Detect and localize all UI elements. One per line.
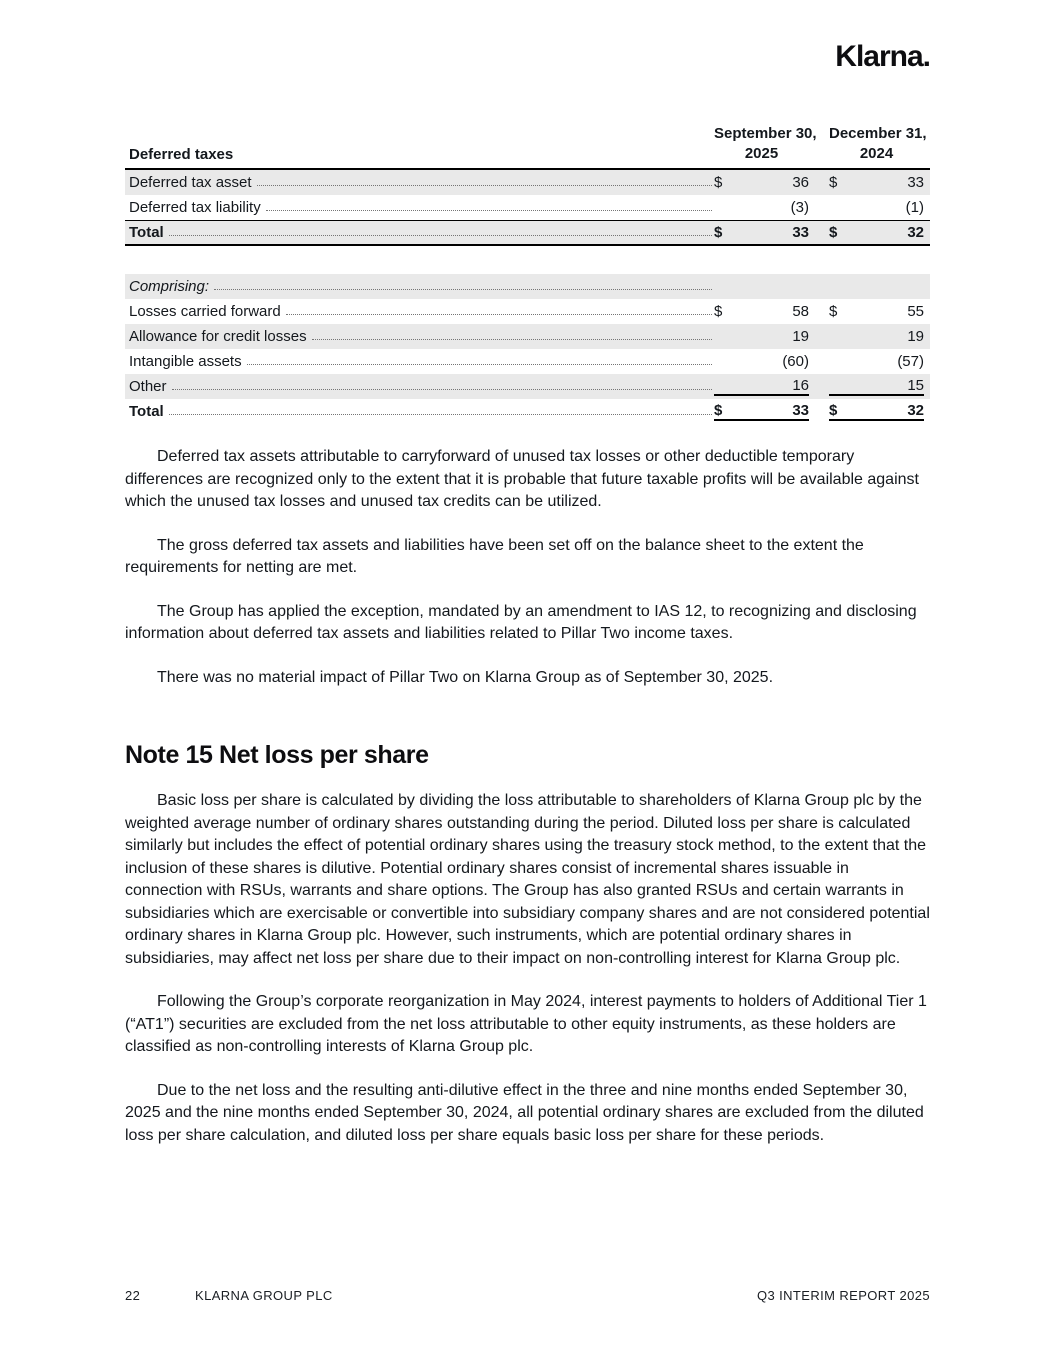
dotted-leader [169,235,712,236]
paragraph: Following the Group’s corporate reorganization in May 2024, interest payments to holders of Additional Tier 1 (“AT1”) securities are excluded from the net loss attributable to other equity instruments, as these holders are classified as non-controlling interests of Klarna Group plc. [125,993,927,1055]
paragraph: Deferred tax assets attributable to carryforward of unused tax losses or other deductible temporary differences are recognized only to the extent that it is probable that future taxable profits will be available against which the unused tax losses and unused tax credits can be utilized. [125,448,919,510]
column-gap [809,377,829,396]
value-cell [829,352,924,371]
row-label-cell [129,328,714,345]
value: (1) [905,199,924,216]
value-cell [714,302,809,321]
table-row [125,220,930,246]
column-header [714,124,817,163]
value-cell [829,224,924,241]
table-row [125,195,930,220]
value: 32 [907,402,924,419]
table-header-row [125,124,930,170]
dotted-leader [266,210,712,211]
column-gap [809,302,829,321]
column-gap [809,352,829,371]
dotted-leader [286,314,712,315]
currency-symbol: $ [829,174,838,191]
row-label-cell [129,378,714,395]
column-gap [809,402,829,421]
dotted-leader [257,185,712,186]
note-15-paragraphs [125,790,930,1147]
row-label: Other [129,378,167,395]
currency-symbol: $ [829,303,838,320]
table-row [125,274,930,299]
value-cell [714,327,809,346]
value: 19 [792,328,809,345]
value: (60) [782,353,809,370]
table-row [125,399,930,424]
currency-symbol: $ [714,224,723,241]
value: 19 [907,328,924,345]
dotted-leader [247,364,712,365]
paragraph: There was no material impact of Pillar Two on Klarna Group as of September 30, 2025. [157,668,774,686]
value-cell [714,402,809,421]
column-gap [809,224,829,241]
row-label-cell [129,199,714,216]
row-label: Intangible assets [129,353,242,370]
footer-company-name: KLARNA GROUP PLC [195,1288,333,1303]
column-header-line: 2024 [859,144,894,162]
value-cell [829,198,924,217]
klarna-logo: Klarna. [835,40,930,73]
row-label-cell [129,278,714,295]
dotted-leader [312,339,712,340]
value-cell [829,327,924,346]
row-label-cell [129,174,714,191]
column-gap [809,277,829,296]
value: 33 [792,402,809,419]
value-cell [714,173,809,192]
value-cell [829,302,924,321]
page-number: 22 [125,1288,141,1303]
column-header-line: 2025 [744,144,779,162]
column-header-line: December 31, [829,125,927,142]
table-row [125,299,930,324]
row-label: Deferred tax asset [129,174,252,191]
table-row [125,374,930,399]
row-label-cell [129,224,714,241]
column-gap [809,198,829,217]
currency-symbol: $ [714,402,723,419]
note-15-heading: Note 15 Net loss per share [125,741,429,769]
currency-symbol: $ [714,303,723,320]
value-cell [829,277,924,296]
table-row [125,324,930,349]
paragraph: Due to the net loss and the resulting anti-dilutive effect in the three and nine months ended September 30, 2025 and the nine months ended September 30, 2024, all potential ordinary shares are excluded from the diluted loss per share calculation, and diluted loss per share equals basic loss per share for these periods. [125,1081,924,1144]
value-cell [714,224,809,241]
column-gap [809,173,829,192]
row-label: Allowance for credit losses [129,328,307,345]
paragraph: The gross deferred tax assets and liabilities have been set off on the balance sheet to the extent the requirements for netting are met. [125,536,864,576]
page-header [0,0,1055,74]
row-label: Losses carried forward [129,303,281,320]
value: 33 [907,174,924,191]
currency-symbol: $ [714,174,723,191]
deferred-taxes-paragraphs [125,446,930,689]
main-content [0,124,1055,1147]
deferred-taxes-table [125,124,930,246]
dotted-leader [214,289,712,290]
value: 15 [907,377,924,394]
dotted-leader [172,389,712,390]
value-cell [714,198,809,217]
value: 36 [792,174,809,191]
row-label: Comprising: [129,278,210,295]
row-label-cell [129,403,714,420]
value: 55 [907,303,924,320]
value-cell [829,402,924,421]
value-cell [714,277,809,296]
value-cell [829,173,924,192]
dotted-leader [169,414,712,415]
value-cell [714,352,809,371]
paragraph: The Group has applied the exception, mandated by an amendment to IAS 12, to recognizing and disclosing information about deferred tax assets and liabilities related to Pillar Two income taxes. [125,602,917,642]
currency-symbol: $ [829,224,838,241]
value-cell [829,377,924,396]
table-row [125,170,930,195]
row-label: Total [129,403,164,420]
row-label: Deferred tax liability [129,199,261,216]
paragraph: Basic loss per share is calculated by dividing the loss attributable to shareholders of Klarna Group plc by the weighted average number of ordinary shares outstanding during the period. Diluted loss per share is calculated similarly but includes the effect of potential ordinary shares using the treasury stock method, to the extent that the inclusion of these shares is dilutive. Potential ordinary shares consist of incremental shares issuable in connection with RSUs, warrants and share options. The Group has also granted RSUs and certain warrants in subsidiaries which are exercisable or convertible into subsidiary company shares and are not considered potential ordinary shares in Klarna Group plc. However, such instruments, which are potential ordinary shares in subsidiaries, may affect net loss per share due to their impact on non-controlling interest for Klarna Group plc. [125,792,930,967]
row-label: Total [129,224,164,241]
value: 33 [792,224,809,241]
value: (3) [790,199,809,216]
column-header [829,124,927,163]
table-title: Deferred taxes [129,146,234,163]
column-gap [809,327,829,346]
comprising-table [125,274,930,424]
value-cell [714,377,809,396]
value: (57) [897,353,924,370]
value: 16 [792,377,809,394]
currency-symbol: $ [829,402,838,419]
value: 58 [792,303,809,320]
row-label-cell [129,303,714,320]
footer-report-title: Q3 INTERIM REPORT 2025 [756,1288,930,1303]
value: 32 [907,224,924,241]
table-row [125,349,930,374]
page-footer [125,1288,930,1303]
column-header-line: September 30, [714,125,817,142]
row-label-cell [129,353,714,370]
